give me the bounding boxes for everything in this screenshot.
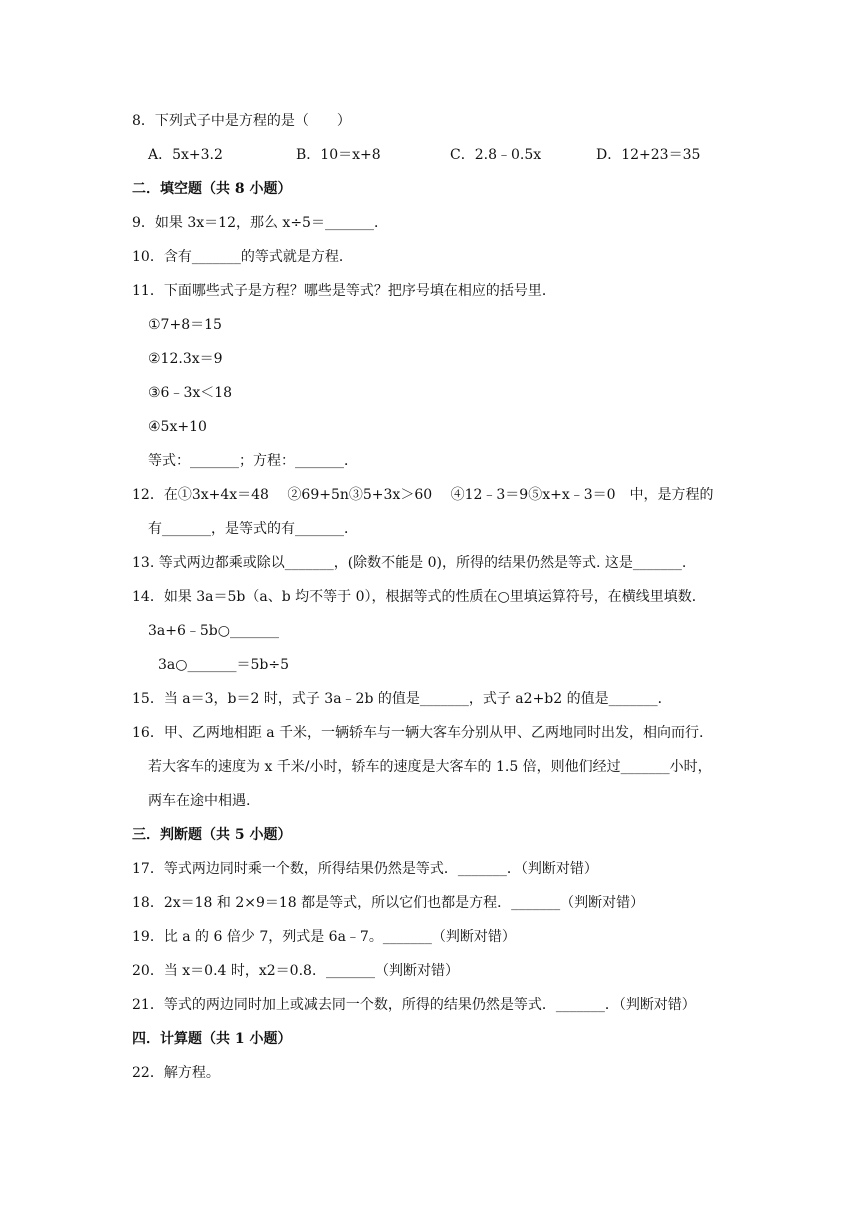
q8-option-a: A．5x+3.2 — [148, 147, 223, 163]
question-12-line-2: 有_______，是等式的有_______． — [148, 521, 358, 537]
q8-option-d: D．12+23＝35 — [596, 147, 701, 163]
question-18: 18．2x＝18 和 2×9＝18 都是等式，所以它们也都是方程．_______（判断对错） — [132, 895, 645, 911]
question-8-stem: 8．下列式子中是方程的是（ ） — [132, 113, 351, 129]
section-fill-heading: 二．填空题（共 8 小题） — [132, 181, 292, 197]
question-16-line-3: 两车在途中相遇. — [148, 793, 251, 809]
section-calc-heading: 四．计算题（共 1 小题） — [132, 1031, 292, 1047]
question-20: 20．当 x＝0.4 时，x2＝0.8．_______（判断对错） — [132, 963, 459, 979]
q14-line-1: 3a+6﹣5b○_______ — [148, 623, 279, 639]
q11-item-4: ④5x+10 — [148, 419, 207, 435]
q11-answer-line: 等式：_______；方程：_______． — [148, 453, 358, 469]
q14-line-2: 3a○_______＝5b÷5 — [158, 657, 289, 673]
question-11-stem: 11．下面哪些式子是方程？哪些是等式？把序号填在相应的括号里． — [132, 283, 556, 299]
question-9: 9．如果 3x＝12，那么 x÷5＝_______． — [132, 215, 388, 231]
question-13: 13. 等式两边都乘或除以_______，(除数不能是 0)，所得的结果仍然是等式. 这是_______. — [132, 555, 687, 571]
question-16-line-1: 16．甲、乙两地相距 a 千米，一辆轿车与一辆大客车分别从甲、乙两地同时出发，相向而行. — [132, 725, 704, 741]
question-14-stem: 14．如果 3a＝5b（a、b 均不等于 0），根据等式的性质在○里填运算符号，在横线里填数． — [132, 589, 706, 605]
q8-option-c: C．2.8﹣0.5x — [450, 147, 542, 163]
q11-item-3: ③6﹣3x＜18 — [148, 385, 233, 401]
question-16-line-2: 若大客车的速度为 x 千米/小时，轿车的速度是大客车的 1.5 倍，则他们经过_______小时， — [148, 759, 712, 775]
question-15: 15．当 a＝3，b＝2 时，式子 3a﹣2b 的值是_______，式子 a2+b2 的值是_______． — [132, 691, 672, 707]
section-judge-heading: 三．判断题（共 5 小题） — [132, 827, 292, 843]
question-17: 17．等式两边同时乘一个数，所得结果仍然是等式．_______．（判断对错） — [132, 861, 598, 877]
q11-item-1: ①7+8＝15 — [148, 317, 222, 333]
question-19: 19．比 a 的 6 倍少 7，列式是 6a﹣7。_______（判断对错） — [132, 929, 516, 945]
q11-item-2: ②12.3x＝9 — [148, 351, 223, 367]
question-21: 21．等式的两边同时加上或减去同一个数，所得的结果仍然是等式．_______．（判断对错） — [132, 997, 696, 1013]
question-12-line-1: 12．在①3x+4x＝48 ②69+5n③5+3x＞60 ④12﹣3＝9⑤x+x﹣3＝0 中，是方程的 — [132, 487, 714, 503]
question-22: 22．解方程。 — [132, 1065, 220, 1081]
q8-option-b: B．10＝x+8 — [296, 147, 381, 163]
question-10: 10．含有_______的等式就是方程． — [132, 249, 353, 265]
